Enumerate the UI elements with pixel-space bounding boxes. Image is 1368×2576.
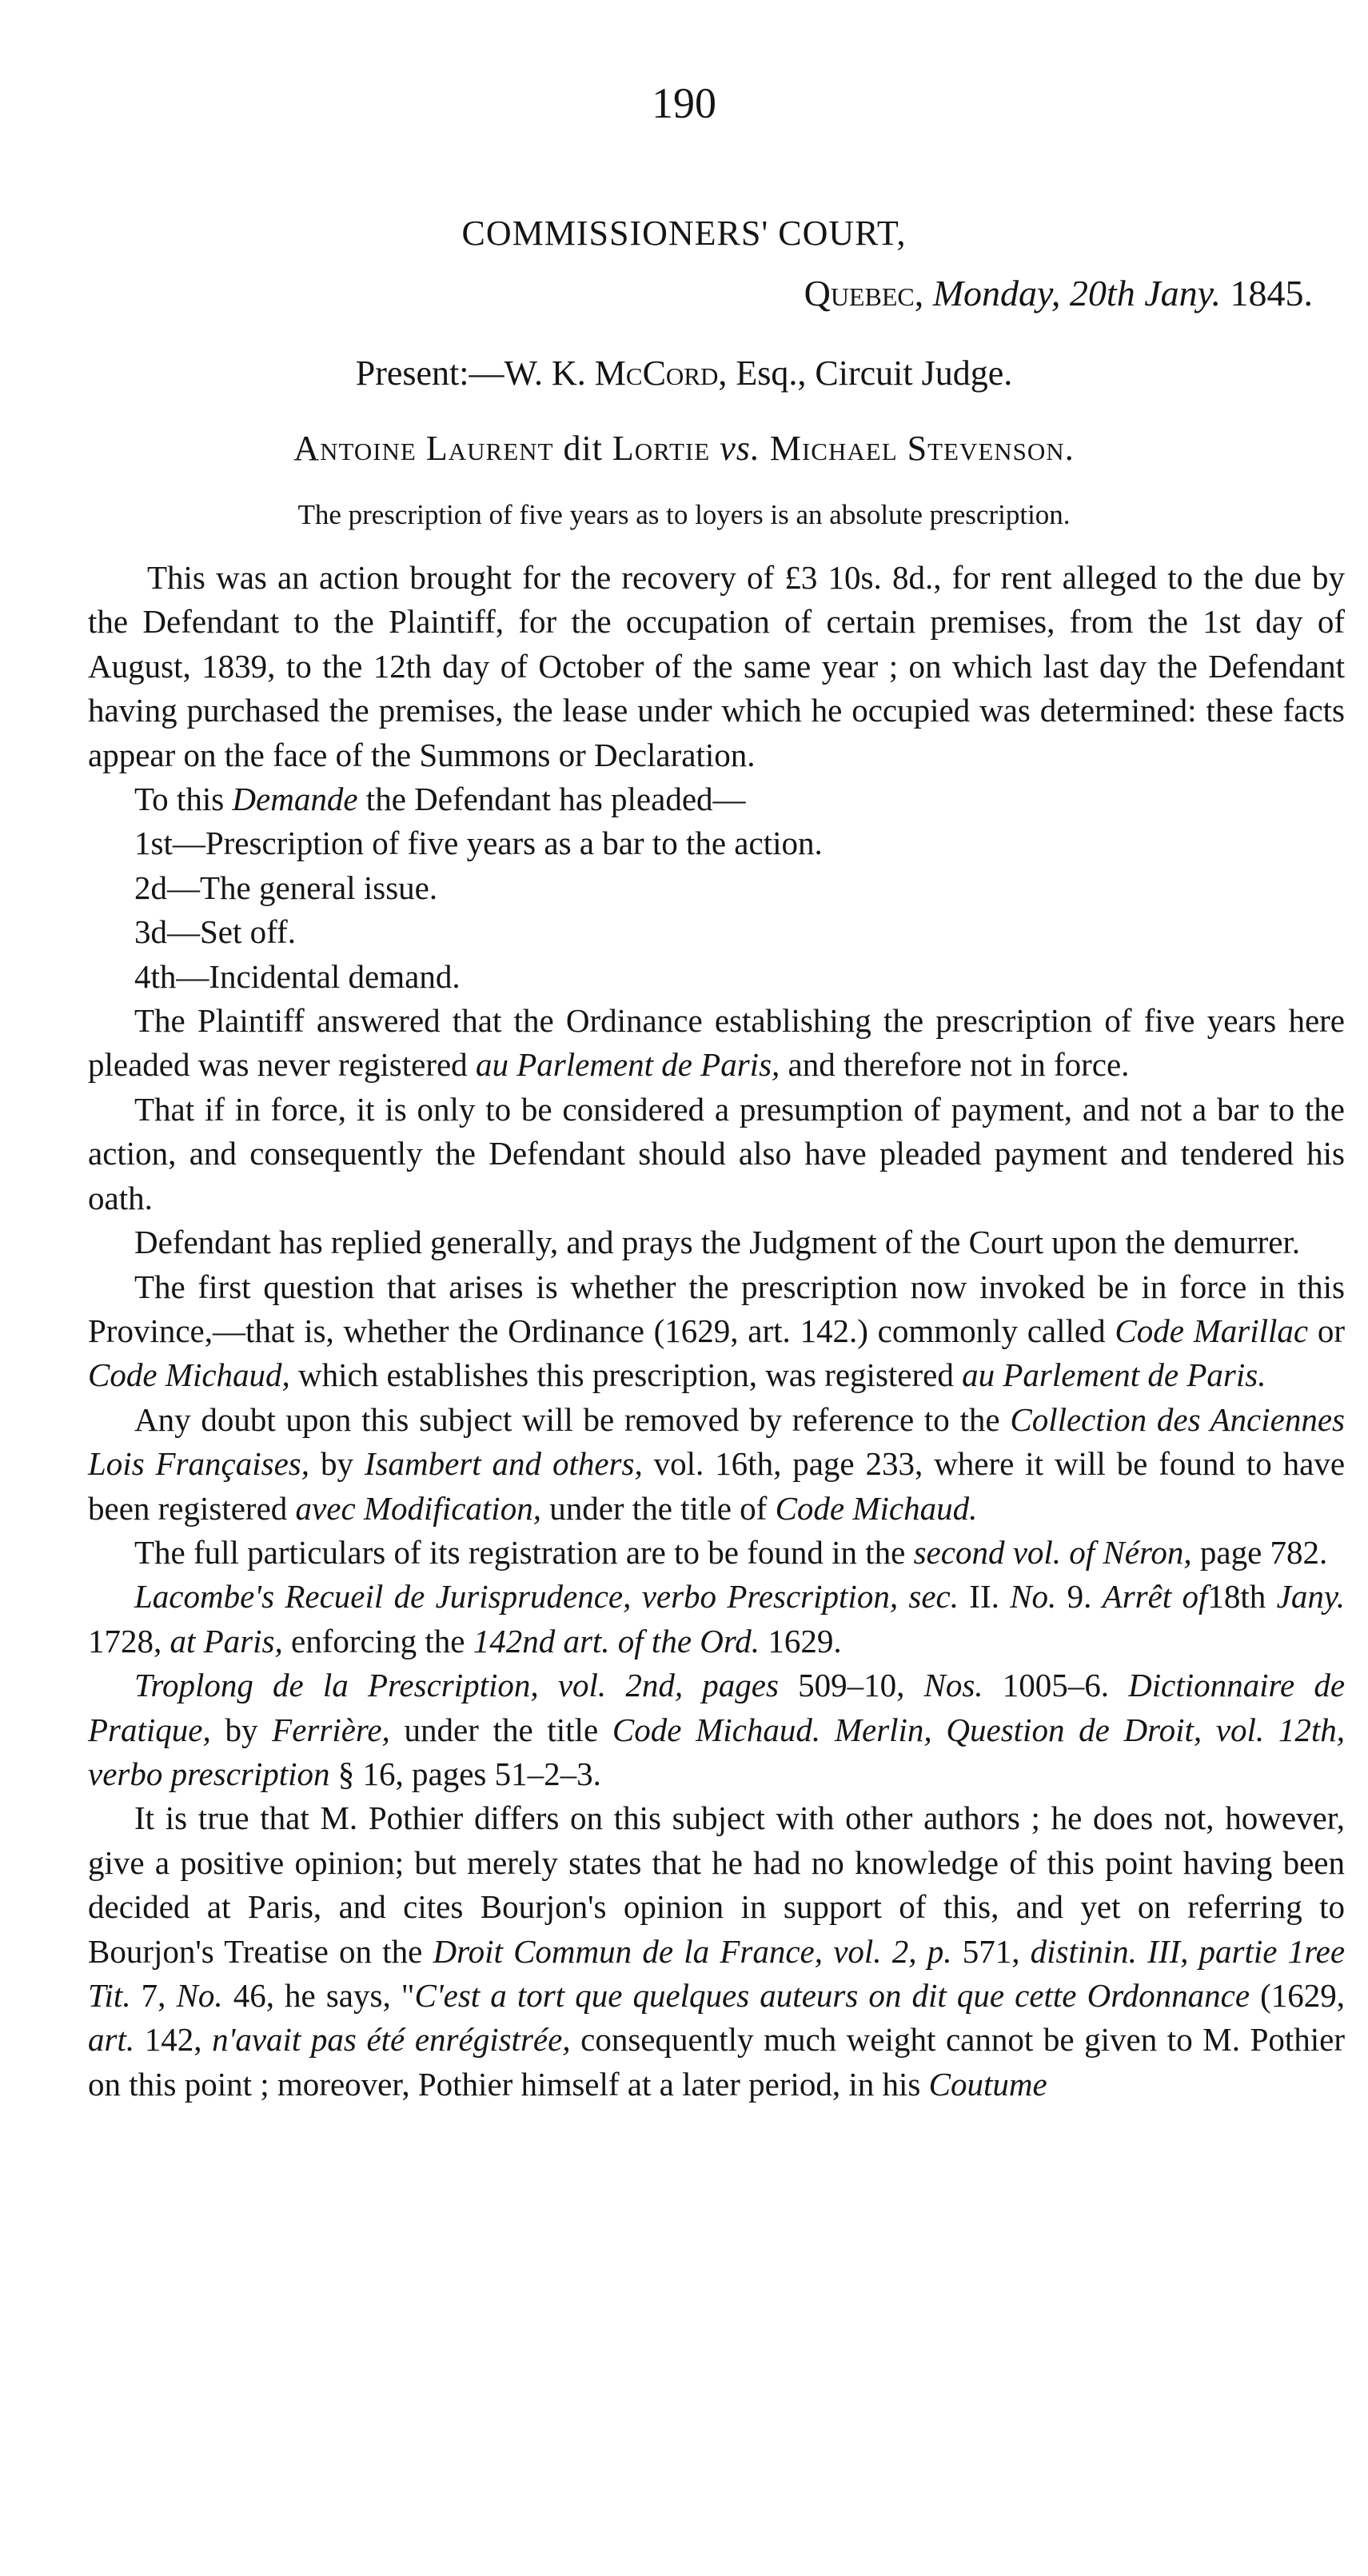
text-run: under the title of <box>549 1489 768 1527</box>
text-run-italic: Isambert and others, <box>364 1445 643 1483</box>
paragraph-defendant-reply: Defendant has replied generally, and prays the Judgment of the Court upon the demurrer. <box>134 1224 1301 1261</box>
text-run: which establishes this prescription, was registered <box>298 1356 954 1394</box>
text-run-italic: Jany. <box>1276 1578 1346 1615</box>
plaintiff-name: Antoine Laurent <box>293 429 554 468</box>
text-run-italic: Demande <box>232 781 358 818</box>
text-run: 7, <box>141 1977 166 2014</box>
text-run-italic: Code Michaud. <box>612 1711 821 1748</box>
dateline <box>804 270 1313 318</box>
text-run: or <box>1317 1312 1345 1349</box>
plea-first: 1st—Prescription of five years as a bar to the action. <box>134 825 823 862</box>
paragraph-presumption: That if in force, it is only to be considered a presumption of payment, and not a bar to the action, and consequently the Defendant should also have pleaded payment and tendered his oath. <box>88 1090 1345 1216</box>
text-run: 142, <box>144 2021 202 2059</box>
text-run: To this <box>134 781 225 818</box>
text-run: II. <box>969 1578 999 1615</box>
page-number: 190 <box>652 79 716 127</box>
text-run-italic: Code Michaud, <box>88 1356 290 1394</box>
plaintiff-surname: Lortie <box>612 429 711 468</box>
text-run: and therefore not in force. <box>788 1046 1130 1084</box>
case-parties <box>0 425 1368 473</box>
text-run-italic: second vol. of Néron, <box>913 1533 1192 1571</box>
text-run-italic: Dictionnaire de Pratique, <box>88 1667 1346 1748</box>
citation-lacombe <box>88 1575 1345 1663</box>
paragraph-registration-particulars <box>88 1531 1345 1575</box>
text-run-italic: Code Michaud. <box>775 1489 978 1527</box>
text-run-italic: Troplong de la Prescription, vol. 2nd, pages <box>134 1667 779 1704</box>
plea-second: 2d—The general issue. <box>134 869 438 906</box>
paragraph-pothier <box>88 1796 1345 2107</box>
paragraph-collection-reference <box>88 1398 1345 1531</box>
dateline-date: Monday, 20th Jany. <box>932 273 1221 314</box>
defendant-name: Michael Stevenson. <box>769 429 1075 468</box>
text-run: 1728, <box>88 1622 162 1659</box>
text-run-italic: art. <box>88 2021 135 2059</box>
text-run: The full particulars of its registration are to be found in the <box>134 1533 906 1571</box>
text-run-italic: Merlin, Question de Droit, vol. 12th, verbo prescription <box>88 1711 1346 1792</box>
text-run: (1629, <box>1260 1977 1346 2014</box>
paragraph-pleas-intro <box>88 777 1345 821</box>
present-judge: McCord, <box>594 353 728 393</box>
body-text <box>88 556 1345 2107</box>
text-run: It is true that M. Pothier differs on this subject with other authors ; he does not, however, give a positive opinion; but merely states that he had no knowledge of this point having been decided at Paris, and cites Bourjon's opinion in support of this, and yet on referring to Bourjon's Treatise on the <box>88 1799 1345 1970</box>
paragraph-facts: This was an action brought for the recovery of £3 10s. 8d., for rent alleged to the due by the Defendant to the Plaintiff, for the occupation of certain premises, from the 1st day of August, 1839, to the 12th day of October of the same year ; on which last day the Defendant having purchased the premises, the lease under which he occupied was determined: these facts appear on the face of the Summons or Declaration. <box>88 559 1345 773</box>
parties-versus: vs. <box>720 429 760 468</box>
text-run: 571, <box>962 1932 1020 1970</box>
plea-fourth: 4th—Incidental demand. <box>134 957 461 995</box>
paragraph-first-question <box>88 1265 1345 1398</box>
text-run-italic: n'avait pas été enrégistrée, <box>212 2021 571 2059</box>
text-run: by <box>225 1711 258 1748</box>
plea-third: 3d—Set off. <box>134 913 296 951</box>
text-run-italic: Code Marillac <box>1115 1312 1309 1349</box>
present-line <box>0 349 1368 397</box>
text-run: The Plaintiff answered that the Ordinance establishing the prescription of five years here pleaded was never registered <box>88 1002 1345 1084</box>
text-run-italic: Droit Commun de la France, vol. 2, p. <box>433 1932 952 1970</box>
dateline-year: 1845. <box>1230 273 1313 314</box>
paragraph-plaintiff-answer <box>88 999 1345 1088</box>
text-run: Any doubt upon this subject will be removed by reference to the <box>134 1400 1000 1438</box>
text-run-italic: C'est a tort que quelques auteurs on dit que cette Ordonnance <box>414 1977 1250 2014</box>
text-run: The first question that arises is whether the prescription now invoked be in force in this Province,—that is, whether the Ordinance (1629, art. 142.) commonly called <box>88 1268 1345 1349</box>
text-run-italic: Coutume <box>928 2065 1047 2103</box>
text-run: enforcing the <box>291 1622 465 1659</box>
text-run: the Defendant has pleaded— <box>365 781 746 818</box>
citation-troplong <box>88 1663 1345 1796</box>
court-heading: COMMISSIONERS' COURT, <box>461 214 907 253</box>
text-run: 46, he says, " <box>233 1977 415 2014</box>
present-rest: Esq., Circuit Judge. <box>736 353 1013 393</box>
text-run: 509–10, <box>798 1667 905 1704</box>
parties-dit: dit <box>563 429 603 468</box>
text-run-italic: Ferrière, <box>272 1711 390 1748</box>
present-label: Present:—W. K. <box>355 353 586 393</box>
text-run: 1005–6. <box>1002 1667 1109 1704</box>
text-run: consequently much weight cannot be given to M. Pothier on this point ; moreover, Pothier himself at a later period, in his <box>88 2021 1346 2103</box>
text-run: § 16, pages 51–2–3. <box>337 1755 601 1792</box>
text-run-italic: Lacombe's Recueil de Jurisprudence, verbo Prescription, sec. <box>134 1578 959 1615</box>
text-run-italic: Arrêt of <box>1102 1578 1208 1615</box>
text-run: vol. 16th, page 233, where it will be found to have been registered <box>88 1445 1346 1527</box>
text-run-italic: No. <box>1010 1578 1057 1615</box>
dateline-place: Quebec, <box>804 273 924 314</box>
text-run: by <box>320 1445 353 1483</box>
text-run: 18th <box>1207 1578 1266 1615</box>
text-run: under the title <box>404 1711 599 1748</box>
text-run-italic: Nos. <box>923 1667 983 1704</box>
text-run: page 782. <box>1199 1533 1328 1571</box>
text-run: 9. <box>1067 1578 1092 1615</box>
headnote: The prescription of five years as to loyers is an absolute prescription. <box>297 499 1071 530</box>
text-run-italic: avec Modification, <box>295 1489 541 1527</box>
text-run-italic: No. <box>176 1977 223 2014</box>
text-run-italic: au Parlement de Paris. <box>962 1356 1266 1394</box>
text-run: 1629. <box>768 1622 842 1659</box>
text-run-italic: au Parlement de Paris, <box>475 1046 780 1084</box>
text-run-italic: at Paris, <box>170 1622 283 1659</box>
text-run-italic: distinin. III, partie 1ree Tit. <box>88 1932 1346 2014</box>
text-run-italic: 142nd art. of the Ord. <box>473 1622 760 1659</box>
text-run-italic: Collection des Anciennes Lois Françaises, <box>88 1400 1345 1483</box>
